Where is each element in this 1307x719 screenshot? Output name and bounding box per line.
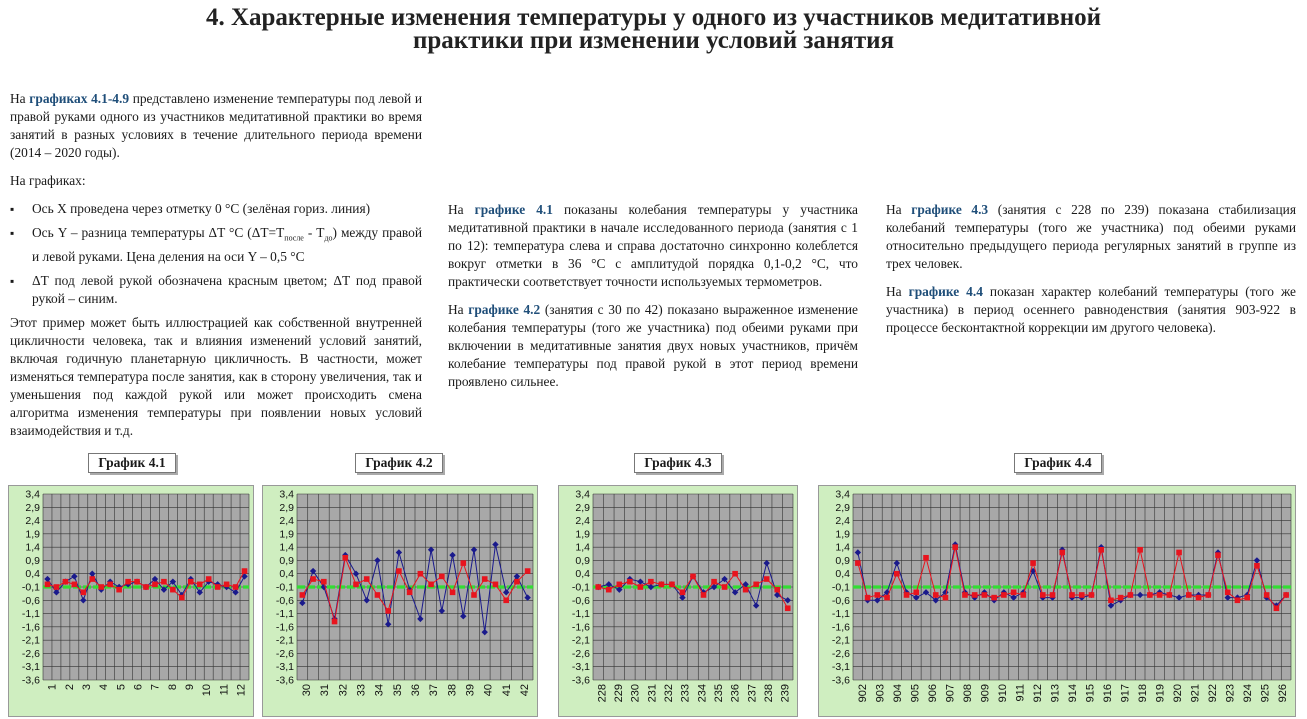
point-left-hand (81, 590, 87, 596)
point-left-hand (1108, 597, 1114, 603)
point-left-hand (972, 592, 978, 598)
x-tick-label: 12 (235, 684, 248, 697)
point-left-hand (1069, 592, 1075, 598)
y-tick-label: -1,6 (21, 621, 40, 634)
graph-4-1 (8, 485, 254, 717)
graph-4-2-svg (263, 486, 537, 716)
y-tick-label: -0,1 (571, 581, 590, 594)
paragraph-intro: На графиках 4.1-4.9 представлено изменение температуры под левой и правой руками одного из участников медитативной практики во время занятий в разных условиях в течение длительного периода времени (2014 – 2020 годы). (10, 91, 422, 160)
point-left-hand (1176, 550, 1182, 556)
y-tick-label: 1,4 (25, 541, 40, 554)
x-tick-label: 234 (696, 684, 709, 703)
x-tick-label: 4 (98, 684, 111, 691)
x-tick-label: 921 (1189, 684, 1202, 703)
y-tick-label: 3,4 (575, 488, 590, 501)
point-left-hand (1128, 592, 1134, 598)
point-left-hand (525, 568, 531, 574)
y-tick-label: -2,6 (21, 647, 40, 660)
point-left-hand (364, 576, 370, 582)
point-left-hand (1098, 547, 1104, 553)
x-tick-label: 40 (482, 684, 495, 697)
point-left-hand (753, 582, 759, 588)
x-tick-label: 34 (373, 684, 386, 697)
x-tick-label: 42 (518, 684, 531, 697)
x-tick-label: 239 (779, 684, 792, 703)
point-left-hand (722, 584, 728, 590)
x-tick-label: 236 (729, 684, 742, 703)
point-left-hand (300, 592, 306, 598)
x-tick-label: 918 (1137, 684, 1150, 703)
point-left-hand (913, 590, 919, 596)
y-tick-label: 2,4 (279, 515, 294, 528)
point-left-hand (1030, 560, 1036, 566)
x-tick-label: 920 (1172, 684, 1185, 703)
point-left-hand (680, 590, 686, 596)
point-left-hand (188, 579, 194, 585)
y-tick-label: 1,4 (835, 541, 850, 554)
x-tick-label: 925 (1259, 684, 1272, 703)
y-tick-label: 0,9 (575, 554, 590, 567)
paragraph-legend-head: На графиках: (10, 173, 86, 188)
y-tick-label: 2,4 (835, 515, 850, 528)
point-left-hand (962, 592, 968, 598)
y-tick-label: 2,4 (25, 515, 40, 528)
y-tick-label: -0,1 (831, 581, 850, 594)
point-left-hand (321, 579, 327, 585)
point-left-hand (72, 582, 78, 588)
y-tick-label: -1,1 (21, 608, 40, 621)
point-left-hand (197, 582, 203, 588)
y-tick-label: -3,1 (571, 661, 590, 674)
graph-4-2 (262, 485, 538, 717)
x-tick-label: 33 (355, 684, 368, 697)
y-tick-label: -2,1 (831, 634, 850, 647)
point-left-hand (418, 571, 424, 577)
y-tick-label: -0,6 (275, 594, 294, 607)
point-left-hand (923, 555, 929, 561)
x-tick-label: 924 (1242, 684, 1255, 703)
point-left-hand (98, 584, 104, 590)
x-tick-label: 37 (428, 684, 441, 697)
point-left-hand (1040, 592, 1046, 598)
point-left-hand (385, 608, 391, 614)
point-left-hand (638, 584, 644, 590)
point-left-hand (1157, 592, 1163, 598)
point-left-hand (943, 595, 949, 601)
y-tick-label: -2,6 (571, 647, 590, 660)
y-tick-label: 0,4 (279, 568, 294, 581)
y-tick-label: -0,1 (21, 581, 40, 594)
x-tick-label: 3 (80, 684, 93, 691)
point-left-hand (1011, 590, 1017, 596)
point-left-hand (116, 587, 122, 593)
graph-4-3-svg (559, 486, 797, 716)
y-tick-label: 1,9 (25, 528, 40, 541)
y-tick-label: 0,9 (835, 554, 850, 567)
graph-4-3 (558, 485, 798, 717)
graph-4-4-svg (819, 486, 1295, 716)
point-left-hand (1235, 597, 1241, 603)
paragraph-graph-4-4: На графике 4.4 показан характер колебаний температуры (того же участника) в период осеннего равноденствия (занятия 903-922 в процессе бесконтактной коррекции им другого человека). (886, 284, 1296, 335)
point-left-hand (690, 574, 696, 580)
point-left-hand (855, 560, 861, 566)
x-tick-label: 238 (763, 684, 775, 703)
point-left-hand (161, 579, 167, 585)
point-left-hand (407, 590, 413, 596)
ref-graph-4-4: графике 4.4 (908, 284, 983, 299)
y-tick-label: 1,9 (835, 528, 850, 541)
point-left-hand (617, 582, 623, 588)
point-left-hand (1274, 605, 1280, 611)
point-left-hand (439, 574, 445, 580)
point-left-hand (89, 576, 95, 582)
x-tick-label: 909 (979, 684, 992, 703)
y-tick-label: -2,6 (275, 647, 294, 660)
paragraph-graph-4-1: На графике 4.1 показаны колебания температуры у участника медитативной практики в начале исследованного периода (занятия с 1 по 12): температура слева и справа достаточно синхронно колеблется вокруг отметки в 36 °С с амплитудой порядка 0,1-0,2 °С, что практически соответствует точности используемых термометров. (448, 202, 858, 289)
point-left-hand (1137, 547, 1143, 553)
point-left-hand (503, 597, 509, 603)
y-tick-label: -0,1 (275, 581, 294, 594)
x-tick-label: 38 (446, 684, 459, 697)
point-left-hand (342, 555, 348, 561)
point-left-hand (450, 590, 456, 596)
x-tick-label: 39 (464, 684, 477, 697)
y-tick-label: -3,1 (831, 661, 850, 674)
x-tick-label: 1 (46, 684, 59, 691)
caption-graph-4-3: График 4.3 (634, 453, 722, 473)
y-tick-label: -1,1 (571, 608, 590, 621)
ref-graph-4-1: графике 4.1 (474, 202, 553, 217)
point-left-hand (669, 582, 675, 588)
point-left-hand (933, 592, 939, 598)
text-column-2 (448, 201, 858, 401)
point-left-hand (1167, 592, 1173, 598)
y-tick-label: -2,1 (21, 634, 40, 647)
x-tick-label: 31 (319, 684, 332, 697)
x-tick-label: 32 (337, 684, 350, 697)
x-tick-label: 906 (926, 684, 939, 703)
point-left-hand (1079, 592, 1085, 598)
point-left-hand (460, 560, 466, 566)
y-tick-label: -3,6 (21, 674, 40, 687)
point-left-hand (648, 579, 654, 585)
text-column-3 (886, 201, 1296, 347)
point-left-hand (952, 544, 958, 550)
x-tick-label: 10 (201, 684, 214, 697)
x-tick-label: 6 (132, 684, 145, 691)
y-tick-label: -1,6 (275, 621, 294, 634)
y-tick-label: 0,9 (279, 554, 294, 567)
y-tick-label: 2,9 (25, 501, 40, 514)
y-tick-label: 2,9 (279, 501, 294, 514)
point-left-hand (1254, 563, 1260, 569)
point-left-hand (982, 592, 988, 598)
point-left-hand (242, 568, 248, 574)
point-left-hand (743, 587, 749, 593)
x-tick-label: 904 (891, 684, 904, 703)
point-left-hand (514, 579, 520, 585)
x-tick-label: 229 (613, 684, 625, 703)
point-left-hand (206, 576, 212, 582)
point-left-hand (233, 584, 239, 590)
point-left-hand (1215, 552, 1221, 558)
x-tick-label: 922 (1207, 684, 1220, 703)
y-tick-label: -1,6 (571, 621, 590, 634)
point-left-hand (1264, 592, 1270, 598)
point-left-hand (1089, 592, 1095, 598)
y-tick-label: -2,1 (275, 634, 294, 647)
legend-item-y-axis: ▪ Ось Y – разница температуры ΔT °С $(\Delta T=T_{после} - T_{до})$ между правой и левой руками. Цена деления на оси Y – 0,5 °С (10, 224, 422, 266)
x-tick-label: 5 (115, 684, 128, 691)
x-tick-label: 902 (856, 684, 869, 703)
point-left-hand (224, 582, 230, 588)
point-left-hand (54, 584, 60, 590)
point-left-hand (1186, 592, 1192, 598)
point-left-hand (764, 576, 770, 582)
point-left-hand (332, 619, 338, 625)
y-tick-label: 1,9 (279, 528, 294, 541)
y-tick-label: 0,4 (25, 568, 40, 581)
point-left-hand (627, 579, 633, 585)
x-tick-label: 232 (663, 684, 675, 703)
point-left-hand (134, 579, 140, 585)
x-tick-label: 907 (944, 684, 957, 703)
point-left-hand (63, 579, 69, 585)
page-title (0, 6, 1307, 52)
point-left-hand (179, 595, 185, 601)
point-left-hand (215, 584, 221, 590)
y-tick-label: 3,4 (25, 488, 40, 501)
x-tick-label: 917 (1119, 684, 1132, 703)
y-tick-label: -3,6 (571, 674, 590, 687)
page-title-line1: 4. Характерные изменения температуры у одного из участников медитативной (205, 4, 1102, 31)
x-tick-label: 905 (909, 684, 922, 703)
x-tick-label: 228 (596, 684, 609, 703)
point-left-hand (785, 605, 791, 611)
point-left-hand (482, 576, 488, 582)
point-left-hand (1205, 592, 1211, 598)
x-tick-label: 36 (410, 684, 422, 697)
point-left-hand (711, 579, 717, 585)
point-left-hand (170, 587, 176, 593)
point-left-hand (991, 595, 997, 601)
point-left-hand (143, 584, 149, 590)
point-left-hand (353, 582, 359, 588)
paragraph-graph-4-3: На графике 4.3 (занятия с 228 по 239) показана стабилизация колебаний температуры (того же участника) под обеими руками относительно предыдущего периода регулярных занятий в группе из трех человек. (886, 202, 1296, 271)
x-tick-label: 923 (1224, 684, 1237, 703)
point-left-hand (1147, 592, 1153, 598)
y-tick-label: -3,1 (21, 661, 40, 674)
x-tick-label: 912 (1031, 684, 1044, 703)
x-tick-label: 230 (629, 684, 642, 703)
legend-item-x-axis: ▪ Ось X проведена через отметку 0 °С (зелёная гориз. линия) (10, 200, 422, 218)
x-tick-label: 231 (646, 684, 659, 703)
point-left-hand (1244, 595, 1250, 601)
graph-4-1-svg (9, 486, 253, 716)
x-tick-label: 911 (1014, 684, 1027, 702)
paragraph-conclusion: Этот пример может быть иллюстрацией как собственной внутренней цикличности человека, так и влияния изменений условий занятий, включая годичную планетарную цикличность. В частности, может изменяться температура после занятия, как в сторону увеличения, так и уменьшения под каждой рукой или может происходить смена алгоритма изменения температуры при появлении новых условий взаимодействия и т.д. (10, 314, 422, 438)
x-tick-label: 915 (1084, 684, 1097, 703)
legend-list (10, 200, 422, 308)
y-tick-label: 2,4 (575, 515, 590, 528)
x-tick-label: 233 (679, 684, 692, 703)
point-left-hand (865, 595, 871, 601)
y-tick-label: -2,6 (831, 647, 850, 660)
x-tick-label: 908 (961, 684, 974, 703)
caption-graph-4-2: График 4.2 (355, 453, 443, 473)
point-left-hand (107, 582, 113, 588)
point-left-hand (894, 571, 900, 577)
caption-graph-4-4: График 4.4 (1014, 453, 1102, 473)
y-tick-label: -3,6 (275, 674, 294, 687)
point-left-hand (152, 582, 158, 588)
x-tick-label: 41 (500, 684, 513, 697)
graph-4-4 (818, 485, 1296, 717)
y-tick-label: -1,1 (275, 608, 294, 621)
point-left-hand (1118, 595, 1124, 601)
x-tick-label: 919 (1154, 684, 1167, 703)
y-tick-label: 2,9 (835, 501, 850, 514)
y-tick-label: 0,9 (25, 554, 40, 567)
y-tick-label: 0,4 (835, 568, 850, 581)
x-tick-label: 926 (1277, 684, 1290, 703)
point-left-hand (884, 595, 890, 601)
x-tick-label: 916 (1102, 684, 1115, 703)
y-tick-label: 2,9 (575, 501, 590, 514)
y-tick-label: 1,4 (575, 541, 590, 554)
point-left-hand (428, 582, 434, 588)
point-left-hand (1225, 590, 1231, 596)
caption-graph-4-1: График 4.1 (88, 453, 176, 473)
point-left-hand (732, 571, 738, 577)
y-tick-label: 1,4 (279, 541, 294, 554)
x-tick-label: 237 (746, 684, 759, 703)
x-tick-label: 7 (149, 684, 162, 691)
y-tick-label: -0,6 (571, 594, 590, 607)
y-tick-label: -0,6 (831, 594, 850, 607)
y-tick-label: 1,9 (575, 528, 590, 541)
y-tick-label: -0,6 (21, 594, 40, 607)
text-column-1 (10, 90, 422, 450)
point-left-hand (904, 592, 910, 598)
y-tick-label: -3,6 (831, 674, 850, 687)
point-left-hand (1001, 592, 1007, 598)
y-tick-label: -1,6 (831, 621, 850, 634)
point-left-hand (1196, 595, 1202, 601)
legend-item-colors: ▪ ΔT под левой рукой обозначена красным цветом; ΔT под правой рукой – синим. (10, 272, 422, 308)
point-left-hand (310, 576, 316, 582)
point-left-hand (606, 587, 612, 593)
point-left-hand (875, 592, 881, 598)
point-left-hand (125, 579, 131, 585)
point-left-hand (396, 568, 402, 574)
page-title-line2: практики при изменении условий занятия (412, 27, 895, 54)
y-tick-label: -1,1 (831, 608, 850, 621)
y-tick-label: 0,4 (575, 568, 590, 581)
point-left-hand (659, 582, 665, 588)
x-tick-label: 235 (713, 684, 725, 703)
point-left-hand (701, 592, 707, 598)
x-tick-label: 903 (874, 684, 887, 703)
ref-graph-4-2: графике 4.2 (468, 302, 541, 317)
ref-graph-4-3: графике 4.3 (911, 202, 989, 217)
point-left-hand (1059, 550, 1065, 556)
x-tick-label: 9 (183, 684, 196, 691)
x-tick-label: 30 (301, 684, 314, 697)
x-tick-label: 913 (1049, 684, 1062, 703)
x-tick-label: 8 (166, 684, 179, 691)
paragraph-graph-4-2: На графике 4.2 (занятия с 30 по 42) показано выраженное изменение колебания температуры (того же участника) под обеими руками при включении в медитативные занятия двух новых участников, причём колебание температуры под правой рукой в этот период времени проявлено сильнее. (448, 302, 858, 389)
x-tick-label: 35 (391, 684, 404, 697)
x-tick-label: 2 (63, 684, 76, 691)
point-left-hand (595, 584, 601, 590)
point-left-hand (1021, 592, 1027, 598)
point-left-hand (1050, 592, 1056, 598)
point-left-hand (45, 582, 51, 588)
y-tick-label: -2,1 (571, 634, 590, 647)
ref-graphs-4-1-4-9: графиках 4.1-4.9 (29, 91, 130, 106)
x-tick-label: 910 (996, 684, 1009, 703)
x-tick-label: 11 (218, 684, 231, 696)
y-tick-label: 3,4 (279, 488, 294, 501)
point-left-hand (471, 592, 477, 598)
point-left-hand (1283, 592, 1289, 598)
y-tick-label: 3,4 (835, 488, 850, 501)
point-left-hand (375, 592, 381, 598)
point-left-hand (774, 587, 780, 593)
point-left-hand (493, 582, 499, 588)
y-tick-label: -3,1 (275, 661, 294, 674)
x-tick-label: 914 (1067, 684, 1079, 703)
